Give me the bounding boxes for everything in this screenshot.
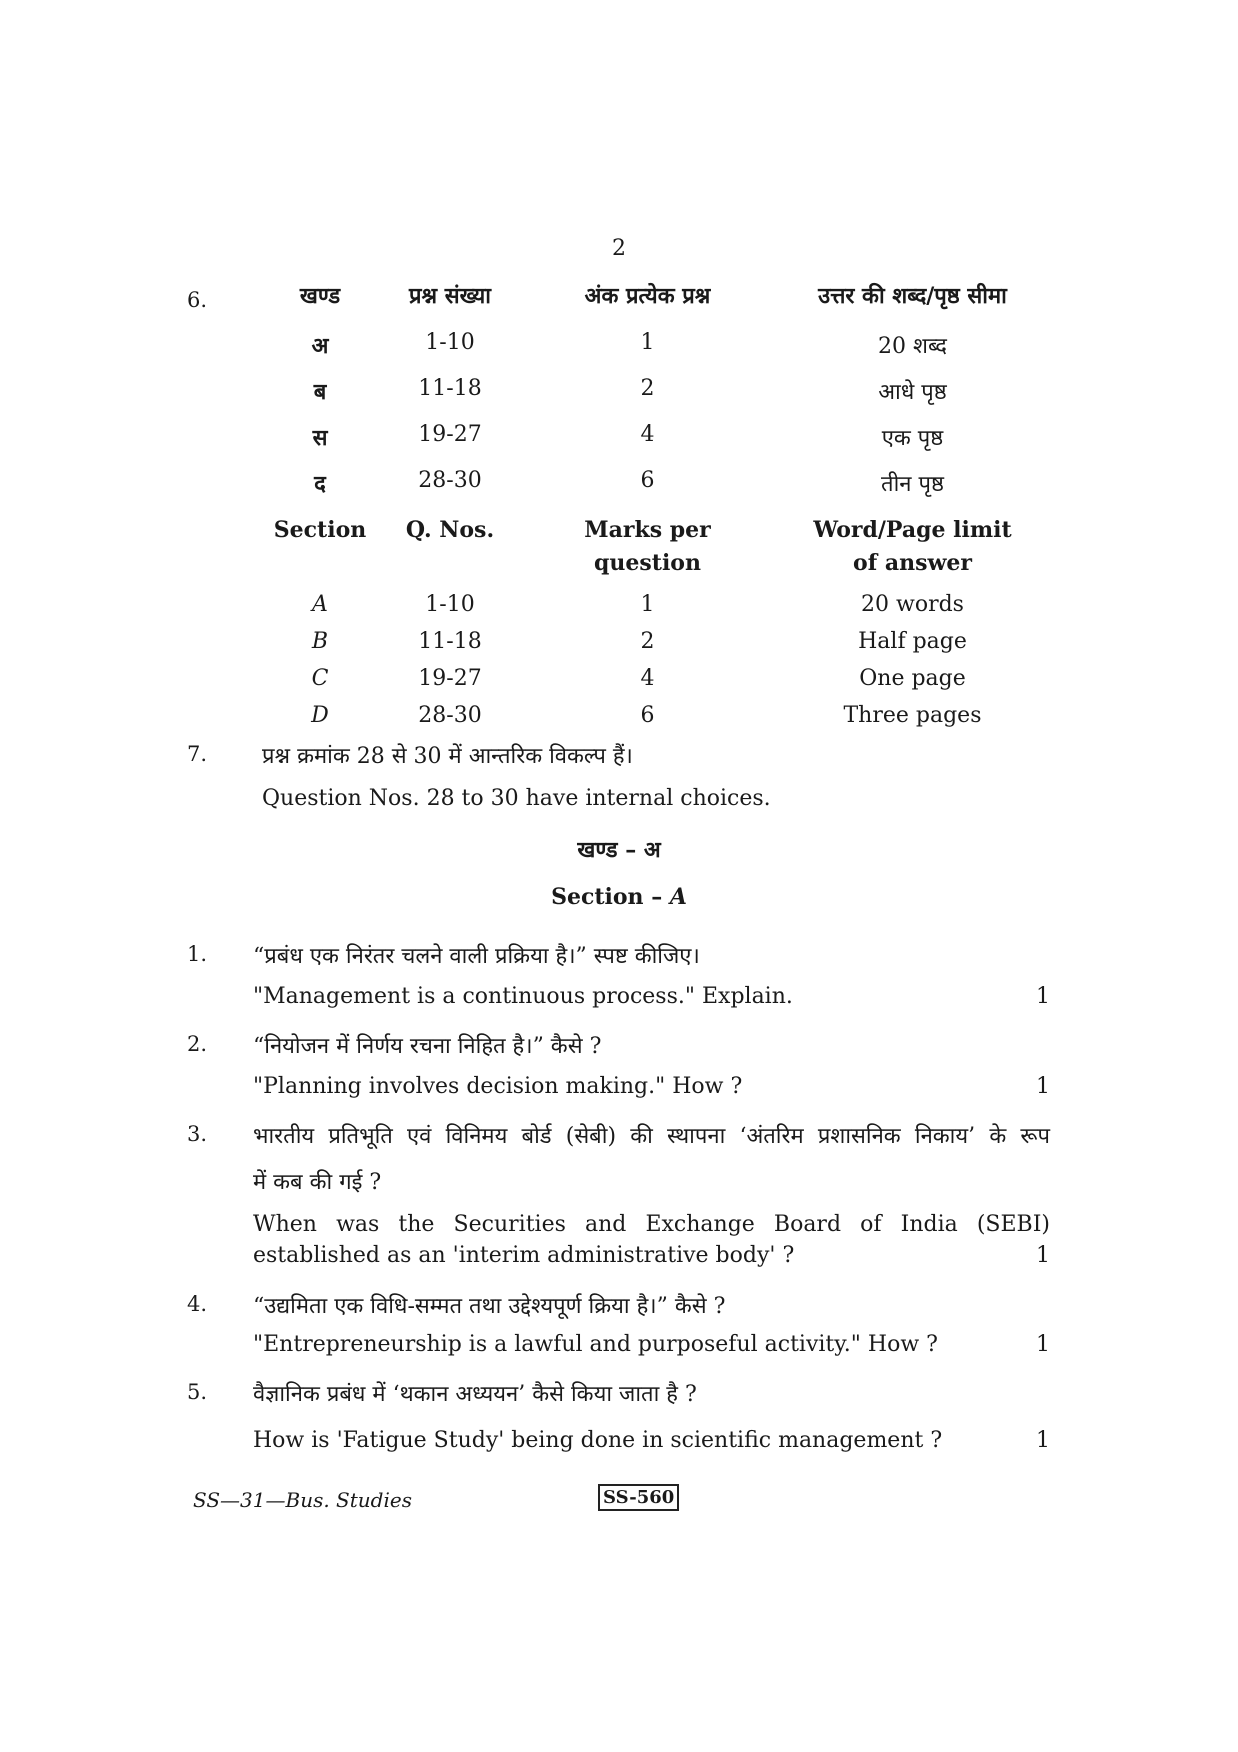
- marks-header-text: Marks per question: [584, 517, 711, 576]
- table-cell: 1: [640, 330, 655, 355]
- limit-header-text: Word/Page limit of answer: [813, 517, 1012, 576]
- table-cell: अ: [311, 333, 329, 359]
- question-hindi: “उद्यमिता एक विधि-सम्मत तथा उद्देश्यपूर्ण क्रिया है।” कैसे ?: [253, 1294, 726, 1319]
- question-english: How is 'Fatigue Study' being done in scientific management ?: [253, 1428, 943, 1453]
- table-cell: 4: [640, 422, 655, 447]
- table-cell: C: [311, 666, 329, 691]
- english-header-marks: [515, 514, 780, 592]
- english-row: [255, 703, 1045, 740]
- table-cell: D: [311, 703, 329, 728]
- table-cell: B: [311, 629, 329, 654]
- table-cell: स: [312, 425, 328, 451]
- hindi-header-section: खण्ड: [299, 283, 341, 309]
- table-cell: 28-30: [418, 468, 482, 493]
- table-cell: आधे पृष्ठ: [878, 380, 947, 405]
- question-hindi-line1: भारतीय प्रतिभूति एवं विनिमय बोर्ड (सेबी) की स्थापना ‘अंतरिम प्रशासनिक निकाय’ के रूप: [253, 1124, 1050, 1149]
- instruction-7-number: 7.: [187, 742, 208, 766]
- english-row: [255, 592, 1045, 629]
- question-number: 3.: [187, 1122, 208, 1146]
- question-english: "Planning involves decision making." How ?: [253, 1074, 743, 1099]
- instruction-6-number: 6.: [187, 288, 208, 312]
- hindi-header-qnos: प्रश्न संख्या: [409, 283, 491, 309]
- table-cell: एक पृष्ठ: [881, 426, 944, 451]
- question-english: "Entrepreneurship is a lawful and purposeful activity." How ?: [253, 1332, 938, 1357]
- hindi-row: [255, 422, 1045, 468]
- english-row: [255, 629, 1045, 666]
- page-number: 2: [612, 236, 626, 261]
- english-row: [255, 666, 1045, 703]
- table-cell: 19-27: [418, 666, 482, 691]
- table-cell: 20 शब्द: [878, 334, 947, 359]
- english-header-row: [255, 514, 1045, 592]
- question-marks: 1: [1036, 1428, 1050, 1453]
- english-header-qnos: Q. Nos.: [405, 517, 495, 543]
- table-cell: 2: [640, 376, 655, 401]
- question-number: 1.: [187, 942, 208, 966]
- table-cell: द: [314, 471, 326, 497]
- table-cell: 28-30: [418, 703, 482, 728]
- question-english-line1: When was the Securities and Exchange Board of India (SEBI): [253, 1212, 1050, 1237]
- footer-subject: SS—31—Bus. Studies: [193, 1488, 412, 1512]
- table-cell: 11-18: [418, 376, 482, 401]
- table-cell: 4: [640, 666, 655, 691]
- table-cell: 6: [640, 703, 655, 728]
- question-marks: 1: [1036, 1243, 1050, 1268]
- table-cell: 6: [640, 468, 655, 493]
- hindi-row: [255, 468, 1045, 514]
- table-cell: A: [312, 592, 328, 617]
- question-english: "Management is a continuous process." Explain.: [253, 984, 793, 1009]
- table-cell: तीन पृष्ठ: [881, 472, 944, 497]
- question-hindi: वैज्ञानिक प्रबंध में ‘थकान अध्ययन’ कैसे किया जाता है ?: [253, 1382, 697, 1407]
- english-header-section: Section: [273, 517, 367, 543]
- question-marks: 1: [1036, 1074, 1050, 1099]
- table-cell: One page: [859, 666, 966, 691]
- footer-code-box: SS-560: [598, 1484, 679, 1511]
- hindi-row: [255, 330, 1045, 376]
- hindi-header-row: [255, 280, 1045, 330]
- table-cell: Three pages: [843, 703, 982, 728]
- section-heading-hindi: खण्ड – अ: [577, 837, 661, 863]
- question-marks: 1: [1036, 984, 1050, 1009]
- question-hindi: “नियोजन में निर्णय रचना निहित है।” कैसे ?: [253, 1034, 602, 1059]
- table-cell: 1-10: [425, 330, 475, 355]
- table-cell: 1-10: [425, 592, 475, 617]
- question-number: 4.: [187, 1292, 208, 1316]
- instruction-7-hindi: प्रश्न क्रमांक 28 से 30 में आन्तरिक विकल्प हैं।: [262, 744, 633, 769]
- instruction-7-english: Question Nos. 28 to 30 have internal choices.: [262, 786, 771, 811]
- marks-distribution-table: [255, 280, 1045, 740]
- question-english-line2: established as an 'interim administrative body' ?: [253, 1243, 795, 1268]
- table-cell: 11-18: [418, 629, 482, 654]
- hindi-header-marks: अंक प्रत्येक प्रश्न: [584, 283, 711, 309]
- table-cell: 20 words: [861, 592, 964, 617]
- hindi-header-limit: उत्तर की शब्द/पृष्ठ सीमा: [818, 283, 1007, 309]
- hindi-row: [255, 376, 1045, 422]
- table-cell: 1: [640, 592, 655, 617]
- table-cell: 2: [640, 629, 655, 654]
- question-number: 2.: [187, 1032, 208, 1056]
- table-cell: ब: [313, 379, 327, 405]
- table-cell: Half page: [858, 629, 967, 654]
- question-number: 5.: [187, 1380, 208, 1404]
- table-cell: 19-27: [418, 422, 482, 447]
- question-marks: 1: [1036, 1332, 1050, 1357]
- question-hindi-line2: में कब की गई ?: [253, 1170, 382, 1195]
- question-hindi: “प्रबंध एक निरंतर चलने वाली प्रक्रिया है।” स्पष्ट कीजिए।: [253, 944, 700, 969]
- section-heading-english: Section – A: [551, 884, 687, 910]
- english-header-limit: [780, 514, 1045, 592]
